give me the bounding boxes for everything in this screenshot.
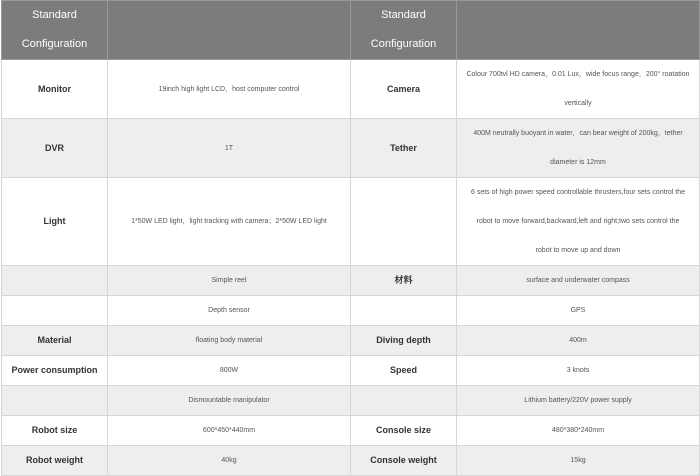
header-line: Standard	[32, 9, 77, 21]
spec-value: Lithium battery/220V power supply	[457, 386, 700, 416]
spec-label	[2, 386, 108, 416]
spec-value: Dismountable manipulator	[108, 386, 351, 416]
spec-value-line: diameter is 12mm	[550, 159, 606, 166]
table-row	[2, 356, 700, 386]
header-line: Configuration	[21, 38, 88, 50]
spec-value: floating body material	[108, 326, 351, 356]
spec-value-line: 400M neutrally buoyant in water，can bear weight of 200kg，tether	[473, 130, 683, 137]
spec-label: Robot size	[2, 416, 108, 446]
header-row	[2, 1, 700, 60]
spec-value: 15kg	[457, 446, 700, 476]
spec-value: 3 knots	[457, 356, 700, 386]
spec-value: 480*380*240mm	[457, 416, 700, 446]
table-row	[2, 119, 700, 178]
header-standard-configuration-left	[2, 1, 108, 60]
spec-label: Power consumption	[2, 356, 108, 386]
spec-value-line: robot to move forward,backward,left and right;two sets control the	[476, 218, 680, 225]
spec-label: Speed	[351, 356, 457, 386]
spec-label: Material	[2, 326, 108, 356]
spec-label: Monitor	[2, 60, 108, 119]
spec-label: 材料	[351, 266, 457, 296]
table-row	[2, 266, 700, 296]
spec-value: 1*50W LED light，light tracking with camera；2*50W LED light	[108, 178, 351, 266]
table-row	[2, 416, 700, 446]
spec-label: Robot weight	[2, 446, 108, 476]
spec-value: 400m	[457, 326, 700, 356]
spec-label: Tether	[351, 119, 457, 178]
spec-value: 1T	[108, 119, 351, 178]
spec-label: Console size	[351, 416, 457, 446]
spec-label: Console weight	[351, 446, 457, 476]
spec-label	[351, 178, 457, 266]
table-row	[2, 178, 700, 266]
spec-value: surface and underwater compass	[457, 266, 700, 296]
spec-label	[2, 266, 108, 296]
spec-value: 800W	[108, 356, 351, 386]
spec-label: DVR	[2, 119, 108, 178]
spec-value: Simple reel	[108, 266, 351, 296]
spec-value	[457, 119, 700, 178]
spec-label: Diving depth	[351, 326, 457, 356]
spec-label: Light	[2, 178, 108, 266]
spec-value: GPS	[457, 296, 700, 326]
spec-value-line: 6 sets of high power speed controllable thrusters,four sets control the	[470, 189, 685, 196]
spec-label	[2, 296, 108, 326]
spec-label	[351, 296, 457, 326]
spec-value: Depth sensor	[108, 296, 351, 326]
spec-value: 19inch high light LCD，host computer control	[108, 60, 351, 119]
specification-table	[1, 0, 700, 476]
spec-value-line: vertically	[564, 100, 592, 107]
spec-value-line: robot to move up and down	[535, 247, 621, 254]
table-row	[2, 60, 700, 119]
table-row	[2, 326, 700, 356]
header-empty-cell	[457, 1, 700, 60]
table-row	[2, 296, 700, 326]
spec-value	[457, 178, 700, 266]
spec-value-line: Colour 700tvl HD camera，0.01 Lux，wide focus range，200° roatation	[466, 71, 690, 78]
spec-value	[457, 60, 700, 119]
spec-value: 40kg	[108, 446, 351, 476]
header-standard-configuration-right	[351, 1, 457, 60]
header-line: Standard	[381, 9, 426, 21]
table-row	[2, 446, 700, 476]
table-row	[2, 386, 700, 416]
spec-value: 600*450*440mm	[108, 416, 351, 446]
header-line: Configuration	[370, 38, 437, 50]
header-empty-cell	[108, 1, 351, 60]
spec-label: Camera	[351, 60, 457, 119]
spec-label	[351, 386, 457, 416]
